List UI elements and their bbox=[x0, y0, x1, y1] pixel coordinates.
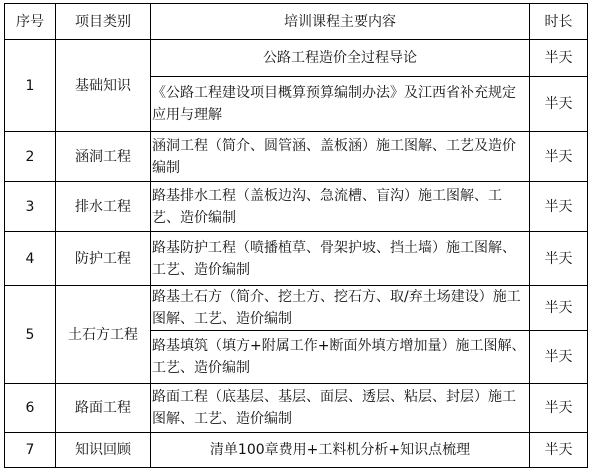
row-category: 防护工程 bbox=[56, 232, 151, 286]
table-row bbox=[5, 384, 588, 433]
row-no: 5 bbox=[5, 286, 56, 384]
row-duration: 半天 bbox=[530, 132, 588, 182]
row-category: 涵洞工程 bbox=[56, 132, 151, 182]
row-content: 《公路工程建设项目概算预算编制办法》及江西省补充规定应用与理解 bbox=[151, 77, 530, 132]
row-content: 路基填筑（填方+附属工作+断面外填方增加量）施工图解、工艺、造价编制 bbox=[151, 331, 530, 384]
row-content: 路基土石方（简介、挖土方、挖石方、取/弃土场建设）施工图解、工艺、造价编制 bbox=[151, 286, 530, 331]
header-content: 培训课程主要内容 bbox=[151, 4, 530, 40]
row-no: 1 bbox=[5, 40, 56, 132]
row-category: 知识回顾 bbox=[56, 433, 151, 468]
training-course-table-wrapper bbox=[4, 3, 588, 468]
row-no: 7 bbox=[5, 433, 56, 468]
table-header-row bbox=[5, 4, 588, 40]
table-row bbox=[5, 232, 588, 286]
row-content: 路基防护工程（喷播植草、骨架护坡、挡土墙）施工图解、工艺、造价编制 bbox=[151, 232, 530, 286]
row-no: 6 bbox=[5, 384, 56, 433]
table-row bbox=[5, 433, 588, 468]
row-content: 公路工程造价全过程导论 bbox=[151, 40, 530, 77]
header-category: 项目类别 bbox=[56, 4, 151, 40]
row-duration: 半天 bbox=[530, 40, 588, 77]
row-duration: 半天 bbox=[530, 182, 588, 232]
row-no: 3 bbox=[5, 182, 56, 232]
row-category: 排水工程 bbox=[56, 182, 151, 232]
row-duration: 半天 bbox=[530, 384, 588, 433]
table-row bbox=[5, 132, 588, 182]
table-row bbox=[5, 40, 588, 77]
header-duration: 时长 bbox=[530, 4, 588, 40]
row-no: 4 bbox=[5, 232, 56, 286]
row-content: 路基排水工程（盖板边沟、急流槽、盲沟）施工图解、工艺、造价编制 bbox=[151, 182, 530, 232]
row-content: 路面工程（底基层、基层、面层、透层、粘层、封层）施工图解、工艺、造价编制 bbox=[151, 384, 530, 433]
table-row bbox=[5, 286, 588, 331]
row-category: 土石方工程 bbox=[56, 286, 151, 384]
row-category: 路面工程 bbox=[56, 384, 151, 433]
row-category: 基础知识 bbox=[56, 40, 151, 132]
row-duration: 半天 bbox=[530, 433, 588, 468]
training-course-table bbox=[4, 3, 588, 468]
header-no: 序号 bbox=[5, 4, 56, 40]
row-duration: 半天 bbox=[530, 286, 588, 331]
row-duration: 半天 bbox=[530, 77, 588, 132]
row-duration: 半天 bbox=[530, 232, 588, 286]
row-content: 清单100章费用+工料机分析+知识点梳理 bbox=[151, 433, 530, 468]
row-no: 2 bbox=[5, 132, 56, 182]
row-content: 涵洞工程（简介、圆管涵、盖板涵）施工图解、工艺及造价编制 bbox=[151, 132, 530, 182]
row-duration: 半天 bbox=[530, 331, 588, 384]
table-row bbox=[5, 182, 588, 232]
